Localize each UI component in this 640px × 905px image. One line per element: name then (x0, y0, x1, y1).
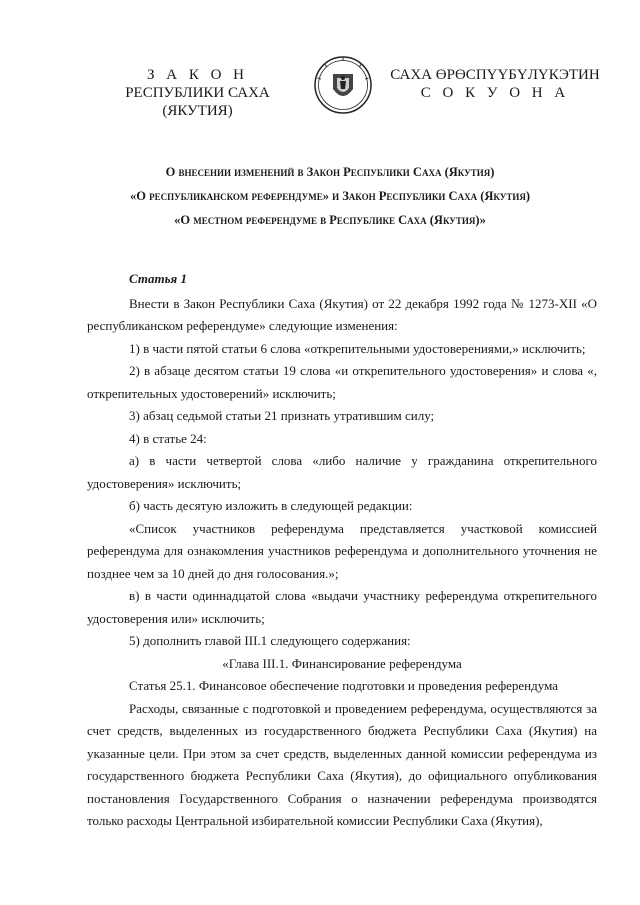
header-left-line2: РЕСПУБЛИКИ САХА (ЯКУТИЯ) (125, 85, 270, 119)
paragraph-item-4v: в) в части одиннадцатой слова «выдачи участнику референдума открепительного удостоверения или» исключить; (87, 588, 597, 626)
paragraph-item-4: 4) в статье 24: (129, 430, 207, 446)
law-title-line3: «О местном референдуме в Республике Саха (Якутия)» (174, 213, 486, 227)
document-body (87, 268, 597, 833)
header-left (90, 66, 305, 120)
paragraph-quote: «Список участников референдума представляется участковой комиссией референдума для ознакомления участников референдума и дополнительного уточнения не позднее чем за 10 дней до дня голосования.»; (87, 520, 597, 581)
sub-article-heading: Статья 25.1. Финансовое обеспечение подготовки и проведения референдума (129, 678, 558, 693)
coat-of-arms-icon (313, 55, 373, 115)
paragraph-intro: Внести в Закон Республики Саха (Якутия) от 22 декабря 1992 года № 1273-XII «О республиканском референдуме» следующие изменения: (87, 295, 597, 333)
article-heading: Статья 1 (129, 271, 187, 286)
paragraph-item-4b: б) часть десятую изложить в следующей редакции: (129, 498, 413, 513)
paragraph-item-5: 5) дополнить главой III.1 следующего содержания: (129, 633, 411, 648)
paragraph-item-2: 2) в абзаце десятом статьи 19 слова «и открепительного удостоверения» и слова «, открепительных удостоверений» исключить; (87, 363, 597, 401)
header-right-line2: С О К У О Н А (420, 85, 570, 101)
law-title-line2: «О республиканском референдуме» и Закон Республики Саха (Якутия) (129, 189, 531, 203)
header-right-line1: САХА ӨРӨСПҮҮБҮЛҮКЭТИН (390, 67, 600, 83)
header-left-line1: З А К О Н (146, 67, 249, 83)
law-title-line1: О внесении изменений в Закон Республики Саха (Якутия) (165, 165, 495, 179)
paragraph-item-1: 1) в части пятой статьи 6 слова «открепительными удостоверениями,» исключить; (129, 340, 586, 356)
header-right (375, 66, 615, 102)
paragraph-item-4a: а) в части четвертой слова «либо наличие у гражданина открепительного удостоверения» исключить; (87, 453, 597, 491)
law-title (60, 160, 600, 232)
chapter-heading: «Глава III.1. Финансирование референдума (222, 655, 462, 671)
paragraph-item-3: 3) абзац седьмой статьи 21 признать утратившим силу; (129, 408, 435, 423)
paragraph-expenses: Расходы, связанные с подготовкой и проведением референдума, осуществляются за счет средств, выделенных из государственного бюджета Республики Саха (Якутия) на указанные цели. При этом за счет средств, выделенных данной комиссии референдума из государственного бюджета Республики Саха (Якутия), до официального опубликования постановления Государственного Собрания о назначении референдума производятся только расходы Центральной избирательной комиссии Республики Саха (Якутия), (87, 700, 597, 828)
